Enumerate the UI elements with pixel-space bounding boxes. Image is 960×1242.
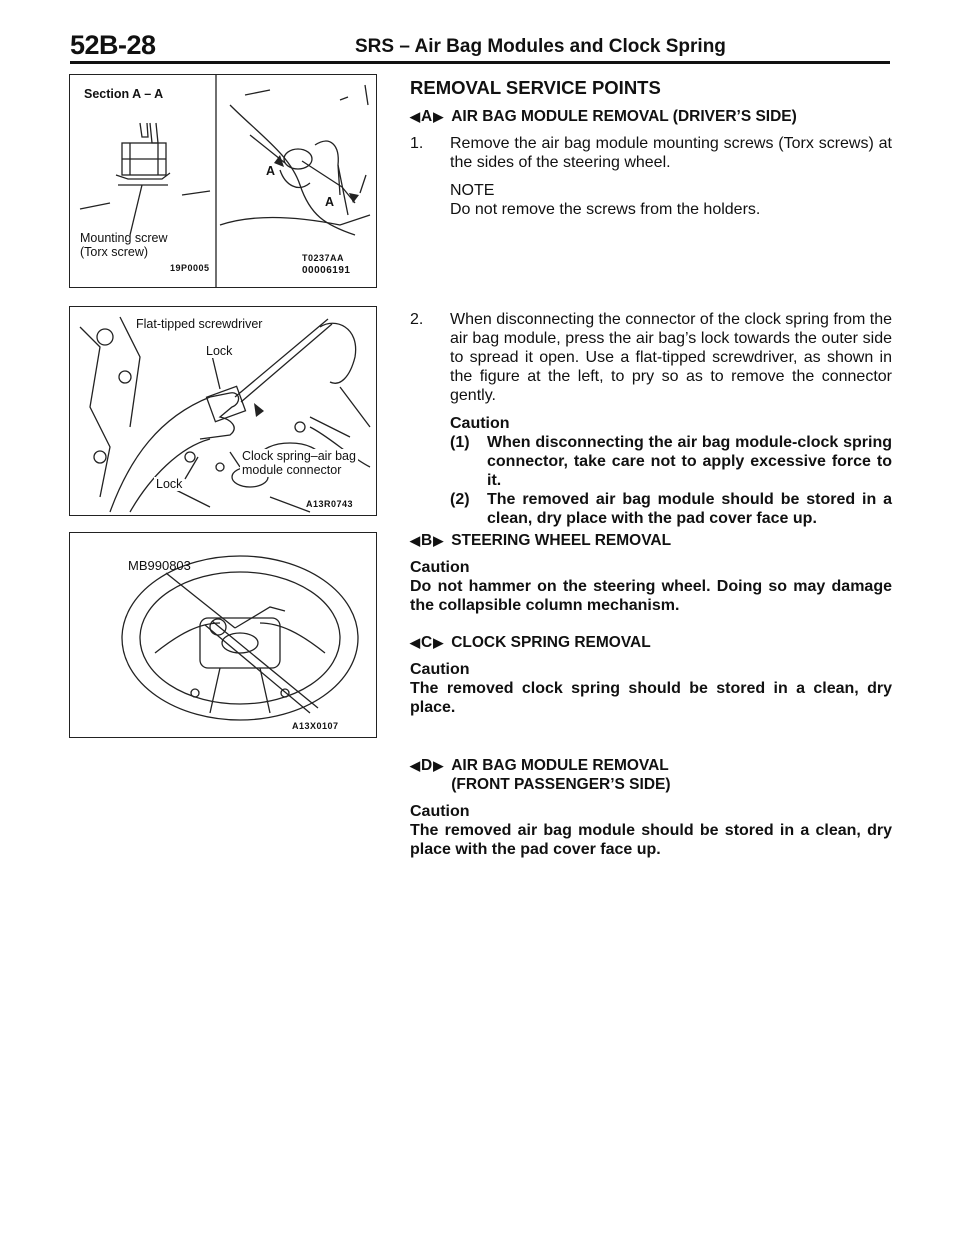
- figure-code: A13R0743: [306, 499, 354, 509]
- triangle-left-icon: ◀: [410, 758, 420, 773]
- subsection-d: [410, 756, 892, 859]
- callout-torx-screw: (Torx screw): [80, 245, 149, 259]
- subsection-title-line2: (FRONT PASSENGER’S SIDE): [451, 776, 671, 793]
- triangle-left-icon: ◀: [410, 635, 420, 650]
- subsection-c: [410, 633, 892, 717]
- tag-c: [410, 633, 443, 652]
- tag-letter: D: [421, 757, 433, 774]
- caution-number: (1): [450, 434, 470, 451]
- figure-code: A13X0107: [292, 721, 339, 731]
- subsection-title-line1: AIR BAG MODULE REMOVAL: [451, 757, 669, 774]
- label-connector-line2: module connector: [242, 463, 342, 477]
- subsection-b-title: [410, 531, 892, 550]
- tool-label: MB990803: [128, 558, 191, 573]
- figure-code-right-top: T0237AA: [302, 253, 345, 263]
- caution-text: When disconnecting the air bag module-clock spring connector, take care not to apply excessive force to it.: [487, 434, 892, 489]
- figure-connector-removal-illustration: [70, 307, 377, 516]
- caution-label: Caution: [410, 559, 470, 576]
- caution-text: The removed clock spring should be stored in a clean, dry place.: [410, 680, 892, 716]
- label-connector-line1: Clock spring–air bag: [242, 449, 356, 463]
- header-rule: [70, 61, 890, 64]
- page-title: SRS – Air Bag Modules and Clock Spring: [355, 36, 726, 57]
- triangle-right-icon: ▶: [433, 635, 444, 650]
- section-label: Section A – A: [84, 87, 164, 101]
- subsection-d-title: [410, 756, 892, 794]
- caution-label: Caution: [410, 803, 470, 820]
- step-number: 2.: [410, 311, 424, 328]
- caution-label: Caution: [410, 661, 470, 678]
- step-text: When disconnecting the connector of the clock spring from the air bag module, press the air bag’s lock towards the outer side to spread it open. Use a flat-tipped screwdriver, as shown in the figure at the left, to pry so as to remove the connector gently.: [450, 311, 893, 404]
- tag-d: [410, 756, 443, 775]
- step-1: [410, 134, 892, 219]
- callout-mounting-screw: Mounting screw: [80, 231, 168, 245]
- caution-text: The removed air bag module should be stored in a clean, dry place with the pad cover face up.: [487, 491, 892, 527]
- step-2: [410, 310, 892, 528]
- figure-mounting-screw: [69, 74, 377, 288]
- section-heading: REMOVAL SERVICE POINTS: [410, 77, 661, 98]
- subsection-title-text: CLOCK SPRING REMOVAL: [451, 634, 651, 651]
- subsection-title-text: STEERING WHEEL REMOVAL: [451, 532, 672, 549]
- subsection-c-title: [410, 633, 892, 652]
- caution-label: Caution: [450, 415, 510, 432]
- figure-steering-wheel: [69, 532, 377, 738]
- subsection-b: [410, 531, 892, 615]
- tag-b: [410, 531, 443, 550]
- note-text: Do not remove the screws from the holders.: [450, 201, 761, 218]
- tag-letter: C: [421, 634, 433, 651]
- caution-text: The removed air bag module should be stored in a clean, dry place with the pad cover face up.: [410, 822, 892, 858]
- triangle-left-icon: ◀: [410, 533, 420, 548]
- tag-letter: A: [421, 108, 433, 125]
- subsection-a: [410, 107, 892, 126]
- triangle-right-icon: ▶: [433, 758, 444, 773]
- tag-letter: B: [421, 532, 433, 549]
- figure-connector-removal: [69, 306, 377, 516]
- figure-code-right-bottom: 00006191: [302, 265, 351, 276]
- tag-a: [410, 107, 443, 126]
- note-label: NOTE: [450, 182, 495, 199]
- triangle-right-icon: ▶: [433, 533, 444, 548]
- arrow-label-a1: A: [266, 164, 276, 178]
- heading-removal-service-points: [410, 78, 892, 97]
- caution-number: (2): [450, 491, 470, 508]
- triangle-left-icon: ◀: [410, 109, 420, 124]
- subsection-title-text: AIR BAG MODULE REMOVAL (DRIVER’S SIDE): [451, 108, 797, 125]
- step-text: Remove the air bag module mounting screws (Torx screws) at the sides of the steering wheel.: [450, 135, 892, 171]
- page-header: [70, 30, 890, 60]
- caution-text: Do not hammer on the steering wheel. Doing so may damage the collapsible column mechanism.: [410, 578, 892, 614]
- page-number: 52B-28: [70, 30, 156, 60]
- label-lock-top: Lock: [206, 344, 233, 358]
- label-lock-bottom: Lock: [156, 477, 183, 491]
- triangle-right-icon: ▶: [433, 109, 444, 124]
- arrow-label-a2: A: [325, 195, 335, 209]
- subsection-a-title: [410, 107, 892, 126]
- figure-code-left: 19P0005: [170, 263, 210, 273]
- step-number: 1.: [410, 135, 424, 152]
- figure-steering-wheel-illustration: [70, 533, 377, 738]
- label-flat-tipped-screwdriver: Flat-tipped screwdriver: [136, 317, 263, 331]
